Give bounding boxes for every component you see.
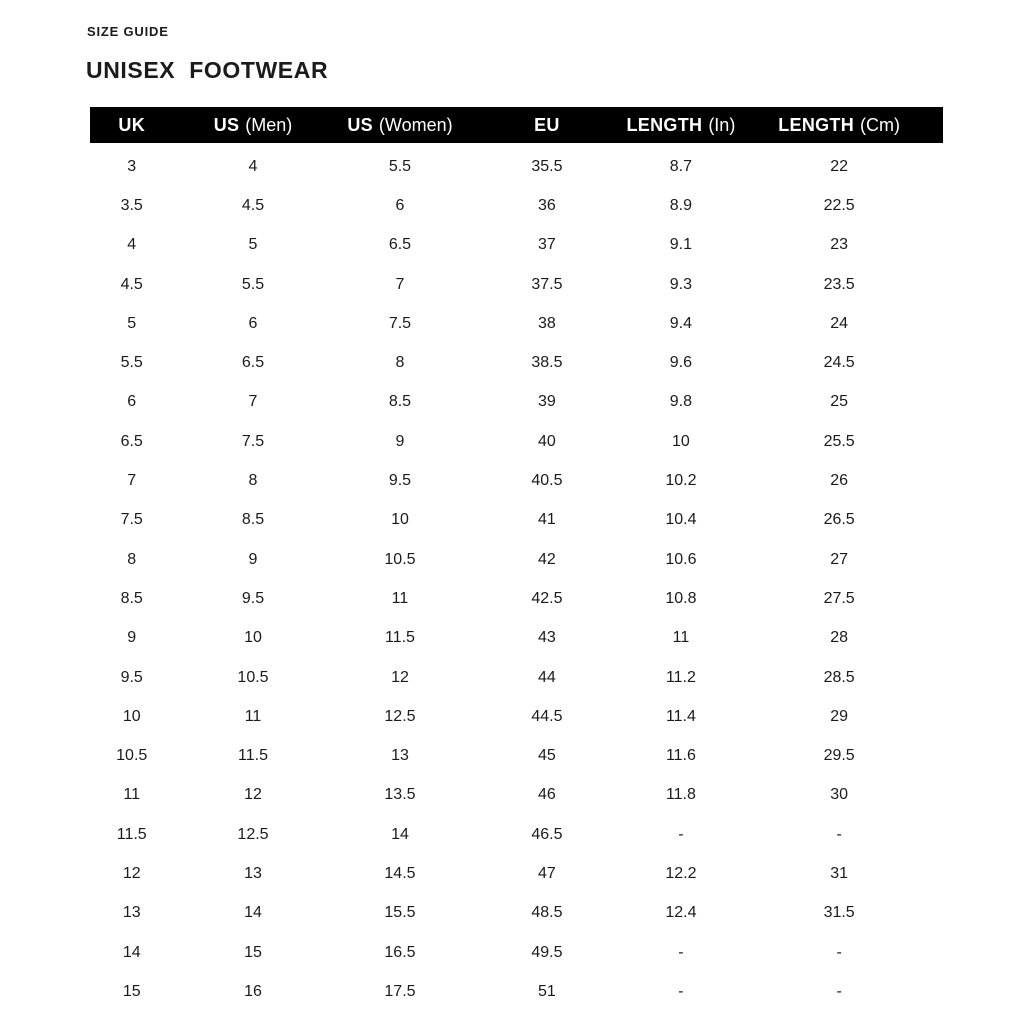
table-cell: 10.2 [665, 472, 697, 490]
table-cell: 17.5 [384, 982, 416, 1000]
table-row [90, 422, 943, 461]
column-header-length-in-unit: (In) [708, 115, 736, 135]
table-cell: 4 [127, 236, 137, 254]
table-cell: 5 [248, 236, 258, 254]
table-row [90, 854, 943, 893]
table-cell: 12.5 [384, 707, 416, 725]
table-cell: 10.5 [116, 747, 148, 765]
table-cell: 29 [830, 707, 849, 725]
table-row [90, 776, 943, 815]
column-header-length-in [627, 107, 736, 143]
table-cell: 38 [538, 314, 556, 332]
table-cell: 11.5 [238, 747, 268, 765]
table-cell: 12.4 [665, 904, 697, 922]
table-cell: 7 [248, 393, 258, 411]
table-cell: 8.5 [120, 589, 143, 607]
table-cell: 47 [538, 864, 556, 882]
table-cell: 13 [122, 904, 141, 922]
table-cell: 8.5 [388, 393, 412, 411]
table-cell: 49.5 [531, 943, 563, 961]
table-cell: 7 [127, 472, 137, 490]
table-row [90, 736, 943, 775]
table-cell: 7.5 [120, 511, 143, 529]
table-cell: 28 [830, 629, 849, 647]
column-header-length-cm-strong: LENGTH [778, 115, 855, 135]
table-row [90, 186, 943, 225]
table-cell: 9 [395, 432, 405, 450]
column-header-us-men [173, 107, 332, 143]
column-header-length-cm-unit: (Cm) [860, 115, 901, 135]
table-cell: 10.4 [665, 511, 697, 529]
table-cell: 7 [395, 275, 405, 293]
table-cell: 42 [538, 550, 556, 568]
table-row [90, 815, 943, 854]
table-cell: - [836, 982, 842, 1000]
table-cell: 27 [830, 550, 849, 568]
table-row [90, 304, 943, 343]
column-header-length-in-strong: LENGTH [626, 115, 703, 135]
table-cell: 37 [538, 236, 556, 254]
table-cell: 11.6 [665, 747, 696, 765]
table-cell: - [836, 825, 842, 843]
table-cell: 12.2 [665, 864, 697, 882]
table-cell: 41 [538, 511, 556, 529]
table-cell: 11 [244, 707, 262, 725]
table-cell: 12 [244, 786, 262, 804]
table-cell: 9.5 [241, 589, 265, 607]
table-cell: 25.5 [823, 432, 855, 450]
table-cell: 11.4 [665, 707, 696, 725]
table-row [90, 894, 943, 933]
table-cell: 27.5 [823, 589, 855, 607]
table-row [90, 461, 943, 500]
table-cell: 16 [244, 982, 262, 1000]
table-cell: 31.5 [823, 904, 855, 922]
table-cell: 45 [538, 747, 556, 765]
table-cell: 11.2 [665, 668, 696, 686]
table-cell: 3 [127, 157, 137, 175]
table-cell: 12 [122, 864, 141, 882]
table-cell: 13.5 [384, 786, 416, 804]
table-cell: 37.5 [531, 275, 563, 293]
table-row [90, 619, 943, 658]
table-cell: 46 [538, 786, 556, 804]
table-cell: 9.5 [388, 472, 412, 490]
table-cell: 8.5 [241, 511, 265, 529]
table-cell: 23.5 [823, 275, 855, 293]
table-cell: 11 [391, 589, 409, 607]
table-cell: 14 [244, 904, 262, 922]
table-cell: 13 [244, 864, 262, 882]
table-cell: 48.5 [531, 904, 563, 922]
table-cell: - [836, 943, 842, 961]
table-cell: 8 [395, 354, 405, 372]
table-cell: 46.5 [531, 825, 563, 843]
table-cell: 40.5 [531, 472, 563, 490]
column-header-uk [90, 107, 173, 143]
table-cell: 15 [122, 982, 141, 1000]
table-cell: 6 [127, 393, 137, 411]
table-cell: 8.9 [669, 196, 693, 214]
table-cell: 14.5 [384, 864, 416, 882]
table-cell: 39 [538, 393, 556, 411]
table-cell: 9 [248, 550, 258, 568]
table-row [90, 579, 943, 618]
table-row [90, 933, 943, 972]
column-header-us-women-unit: (Women) [378, 115, 453, 135]
table-cell: 10 [672, 432, 690, 450]
table-cell: 5.5 [120, 354, 143, 372]
table-cell: 31 [830, 864, 849, 882]
table-cell: 40 [538, 432, 556, 450]
table-cell: 42.5 [531, 589, 563, 607]
table-cell: 9.3 [669, 275, 693, 293]
table-cell: 11.8 [665, 786, 696, 804]
table-cell: 4 [248, 157, 258, 175]
table-cell: 10 [391, 511, 409, 529]
column-header-us-women-strong: US [347, 115, 373, 135]
table-cell: 12 [391, 668, 409, 686]
table-cell: 4.5 [241, 196, 265, 214]
table-row [90, 343, 943, 382]
table-cell: 10 [122, 707, 141, 725]
table-cell: 28.5 [823, 668, 855, 686]
table-cell: 23 [830, 236, 849, 254]
table-row [90, 226, 943, 265]
table-cell: 12.5 [237, 825, 269, 843]
column-header-us-men-unit: (Men) [245, 115, 293, 135]
table-cell: 15 [244, 943, 262, 961]
table-cell: 16.5 [384, 943, 416, 961]
table-cell: 3.5 [120, 196, 143, 214]
table-cell: - [678, 825, 684, 843]
table-cell: 7.5 [241, 432, 265, 450]
table-cell: 14 [122, 943, 141, 961]
table-cell: 10.5 [237, 668, 269, 686]
table-cell: 9.8 [669, 393, 693, 411]
table-row [90, 658, 943, 697]
table-cell: 13 [391, 747, 409, 765]
column-header-us-men-strong: US [213, 115, 240, 135]
table-cell: 44 [538, 668, 556, 686]
table-cell: 6.5 [241, 354, 265, 372]
table-cell: 6 [248, 314, 258, 332]
table-cell: 7.5 [388, 314, 412, 332]
column-header-us-women [333, 107, 468, 143]
table-cell: 36 [538, 196, 556, 214]
table-row [90, 697, 943, 736]
size-table [90, 107, 943, 1012]
table-cell: 8.7 [669, 157, 693, 175]
table-cell: - [678, 982, 684, 1000]
table-cell: 44.5 [531, 707, 563, 725]
table-cell: 15.5 [384, 904, 416, 922]
table-cell: 10.8 [665, 589, 697, 607]
column-header-eu-strong: EU [534, 115, 560, 135]
table-cell: 43 [538, 629, 556, 647]
eyebrow-label: SIZE GUIDE [87, 24, 169, 39]
table-cell: 6.5 [388, 236, 412, 254]
table-cell: 9.5 [120, 668, 143, 686]
table-cell: 26.5 [823, 511, 855, 529]
table-row [90, 147, 943, 186]
table-cell: 8 [248, 472, 258, 490]
column-header-uk-strong: UK [118, 115, 146, 135]
page-title: UNISEX FOOTWEAR [86, 57, 329, 83]
table-cell: 6.5 [120, 432, 143, 450]
table-row [90, 501, 943, 540]
table-header-row [90, 107, 943, 143]
table-row [90, 540, 943, 579]
table-cell: 26 [830, 472, 849, 490]
table-cell: 9.4 [669, 314, 693, 332]
table-cell: 22.5 [823, 196, 855, 214]
table-cell: 51 [538, 982, 556, 1000]
table-cell: 25 [830, 393, 849, 411]
column-header-eu [467, 107, 626, 143]
table-cell: 10.6 [665, 550, 697, 568]
table-cell: 10.5 [384, 550, 416, 568]
table-cell: 5.5 [241, 275, 265, 293]
table-cell: - [678, 943, 684, 961]
table-cell: 11.5 [116, 825, 147, 843]
table-cell: 29.5 [823, 747, 855, 765]
table-cell: 11 [672, 629, 690, 647]
table-cell: 9.6 [669, 354, 693, 372]
table-cell: 10 [244, 629, 262, 647]
table-cell: 5 [127, 314, 137, 332]
column-header-length-cm [735, 107, 943, 143]
table-cell: 38.5 [531, 354, 563, 372]
table-cell: 11 [123, 786, 141, 804]
table-cell: 8 [127, 550, 137, 568]
table-cell: 5.5 [388, 157, 412, 175]
table-body [90, 143, 943, 1012]
table-cell: 9 [127, 629, 137, 647]
table-cell: 11.5 [384, 629, 415, 647]
table-cell: 24 [830, 314, 849, 332]
table-cell: 4.5 [120, 275, 143, 293]
table-row [90, 972, 943, 1011]
table-cell: 30 [830, 786, 849, 804]
table-cell: 14 [391, 825, 409, 843]
table-cell: 6 [395, 196, 405, 214]
table-cell: 24.5 [823, 354, 855, 372]
table-cell: 22 [830, 157, 849, 175]
table-row [90, 265, 943, 304]
table-cell: 9.1 [669, 236, 693, 254]
table-cell: 35.5 [531, 157, 563, 175]
table-row [90, 383, 943, 422]
